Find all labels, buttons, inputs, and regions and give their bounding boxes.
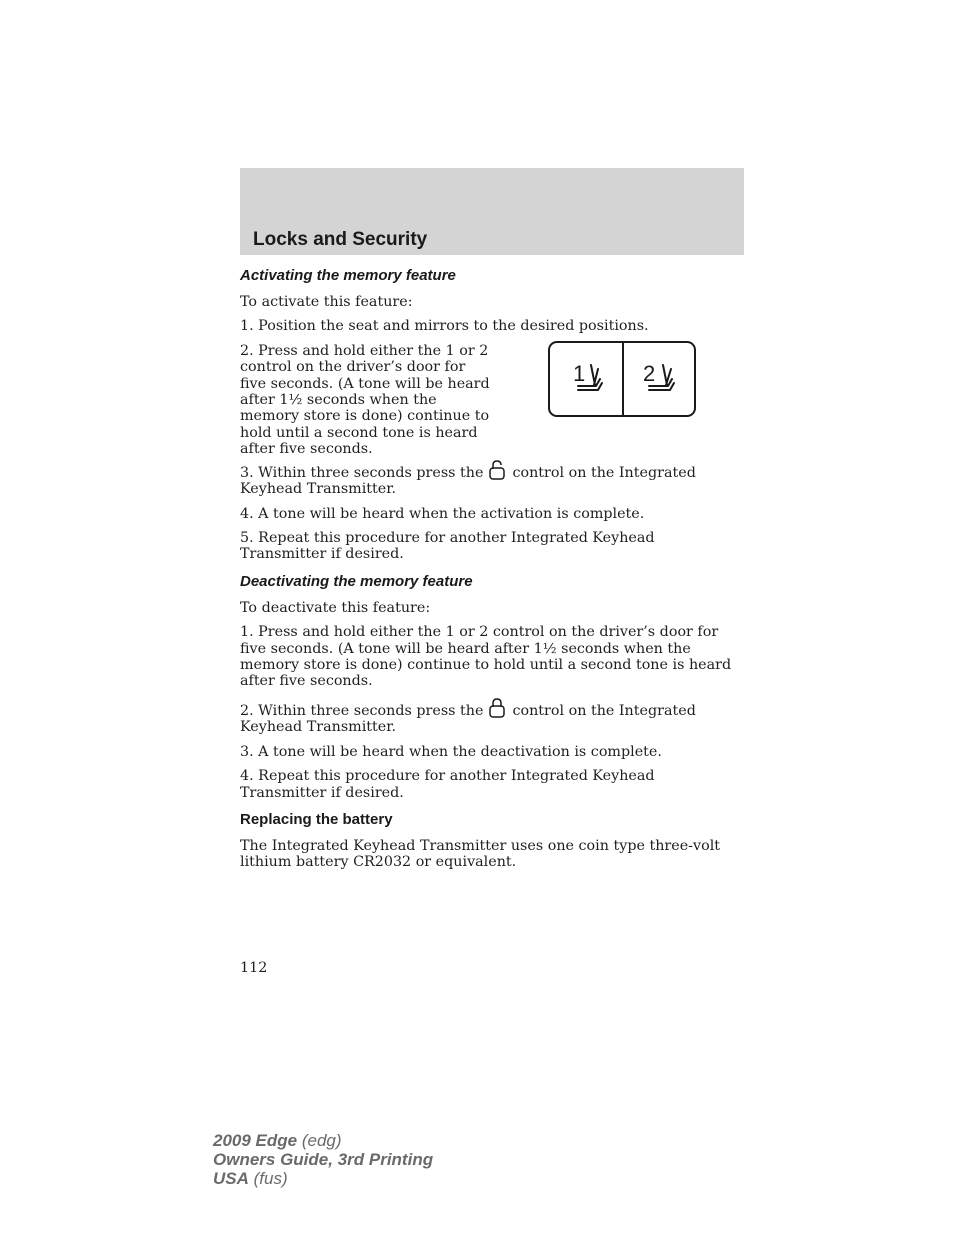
footer-model-code: (edg) [301, 1131, 342, 1150]
deactivating-step-3: 3. A tone will be heard when the deactivation is complete. [240, 743, 662, 760]
deactivating-heading: Deactivating the memory feature [240, 572, 473, 590]
activating-intro: To activate this feature: [240, 294, 413, 310]
memory-seat-icon [570, 359, 610, 399]
footer-market-code: (fus) [253, 1169, 288, 1188]
battery-heading: Replacing the battery [240, 810, 393, 828]
memory-button-2-label: 2 [643, 360, 656, 386]
page-number: 112 [240, 960, 268, 976]
deactivating-intro: To deactivate this feature: [240, 599, 431, 616]
footer-line-1 [213, 1131, 433, 1150]
deactivating-step-4: 4. Repeat this procedure for another Integrated Keyhead Transmitter if desired. [240, 768, 655, 801]
memory-seat-icon [643, 359, 683, 399]
footer-line-3 [213, 1169, 433, 1188]
deactivating-step-2-before: 2. Within three seconds press the [240, 702, 484, 719]
footer-market: USA [213, 1169, 249, 1188]
lock-icon [486, 698, 508, 718]
battery-text: The Integrated Keyhead Transmitter uses one coin type three-volt lithium battery CR2032 or equivalent. [240, 837, 721, 871]
memory-controls-divider [622, 343, 624, 415]
memory-button-1 [570, 359, 610, 399]
section-title: Locks and Security [253, 229, 428, 250]
deactivating-step-2-after: control on the Integrated Keyhead Transmitter. [240, 702, 696, 736]
activating-step-1: 1. Position the seat and mirrors to the desired positions. [240, 318, 649, 335]
footer [213, 1131, 433, 1188]
activating-step-3 [240, 460, 742, 498]
memory-button-1-label: 1 [573, 360, 586, 386]
activating-heading: Activating the memory feature [240, 267, 456, 284]
activating-step-2-block [240, 343, 742, 460]
memory-controls-figure [548, 341, 696, 417]
deactivating-step-1: 1. Press and hold either the 1 or 2 control on the driver’s door for five seconds. (A tone will be heard after 1½ seconds when the memory store is done) continue to hold until a second tone is heard after five seconds. [240, 624, 732, 690]
footer-line-2: Owners Guide, 3rd Printing [213, 1150, 434, 1169]
activating-step-3-after: control on the Integrated Keyhead Transmitter. [240, 464, 696, 498]
unlock-icon [486, 460, 508, 480]
section-header-band [240, 168, 744, 255]
activating-step-2: 2. Press and hold either the 1 or 2 control on the driver’s door for five seconds. (A tone will be heard after 1½ seconds when the memory store is done) continue to hold until a second tone is heard after five seconds. [240, 342, 490, 458]
memory-button-2 [643, 359, 683, 399]
footer-model: 2009 Edge [213, 1131, 298, 1150]
activating-step-5: 5. Repeat this procedure for another Integrated Keyhead Transmitter if desired. [240, 530, 655, 563]
page-content [240, 265, 742, 879]
activating-step-3-before: 3. Within three seconds press the [240, 464, 484, 481]
activating-step-4: 4. A tone will be heard when the activation is complete. [240, 505, 645, 522]
deactivating-step-2 [240, 698, 742, 736]
